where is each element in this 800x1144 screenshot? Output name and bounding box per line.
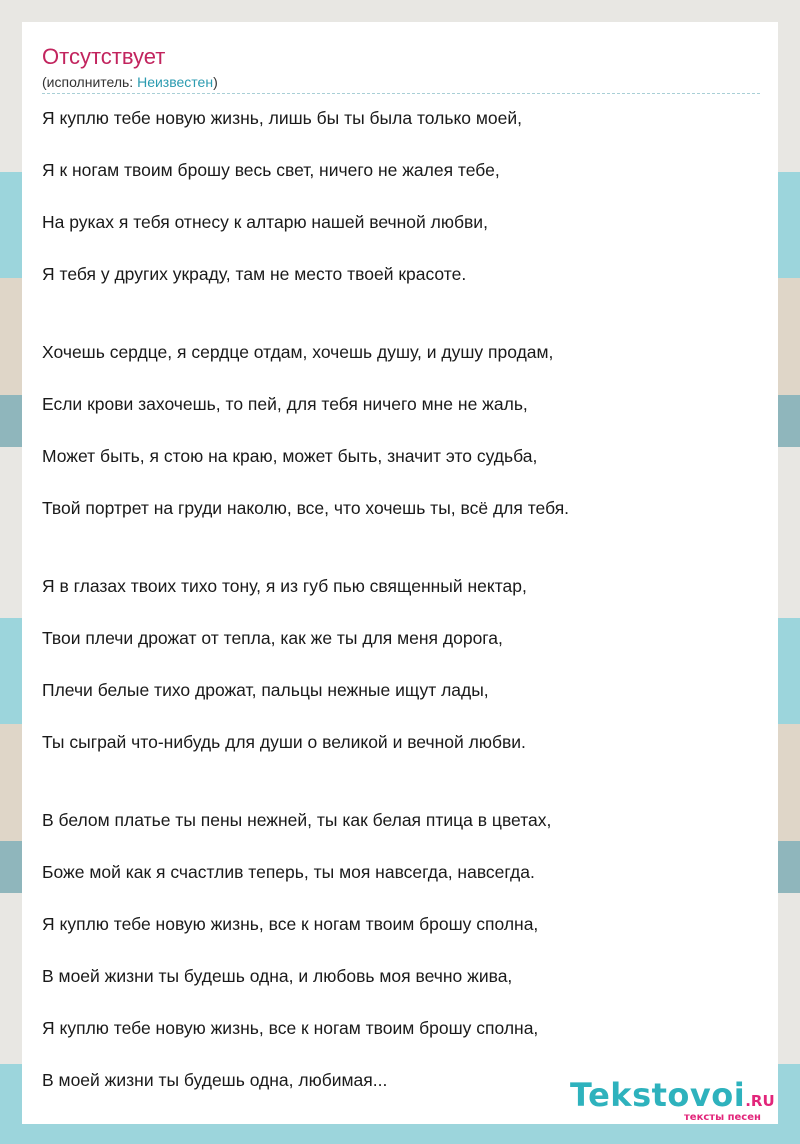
divider bbox=[42, 93, 760, 94]
lyric-line: Я в глазах твоих тихо тону, я из губ пью священный нектар, bbox=[42, 576, 527, 596]
site-logo[interactable] bbox=[570, 1076, 775, 1123]
lyric-line: Ты сыграй что-нибудь для души о великой и вечной любви. bbox=[42, 732, 526, 752]
lyric-line: Если крови захочешь, то пей, для тебя ничего мне не жаль, bbox=[42, 394, 528, 414]
artist-suffix: ) bbox=[213, 74, 218, 90]
lyric-line: Твои плечи дрожат от тепла, как же ты для меня дорога, bbox=[42, 628, 503, 648]
logo-name: Tekstovoi bbox=[570, 1076, 746, 1114]
song-title: Отсутствует bbox=[42, 44, 166, 69]
lyric-line: Я к ногам твоим брошу весь свет, ничего не жалея тебе, bbox=[42, 160, 500, 180]
lyric-line: Я тебя у других украду, там не место твоей красоте. bbox=[42, 264, 467, 284]
logo-tld: .RU bbox=[745, 1092, 775, 1110]
lyric-line: Я куплю тебе новую жизнь, все к ногам твоим брошу сполна, bbox=[42, 1018, 539, 1038]
lyric-line: Хочешь сердце, я сердце отдам, хочешь душу, и душу продам, bbox=[42, 342, 554, 362]
lyric-line: Я куплю тебе новую жизнь, все к ногам твоим брошу сполна, bbox=[42, 914, 539, 934]
lyric-line: В моей жизни ты будешь одна, и любовь моя вечно жива, bbox=[42, 966, 513, 986]
lyric-line: Плечи белые тихо дрожат, пальцы нежные ищут лады, bbox=[42, 680, 489, 700]
lyric-line: Боже мой как я счастлив теперь, ты моя навсегда, навсегда. bbox=[42, 862, 535, 882]
lyric-line: На руках я тебя отнесу к алтарю нашей вечной любви, bbox=[42, 212, 488, 232]
lyric-line: Я куплю тебе новую жизнь, лишь бы ты была только моей, bbox=[42, 108, 523, 128]
artist-link[interactable]: Неизвестен bbox=[137, 74, 214, 90]
lyric-line: В белом платье ты пены нежней, ты как белая птица в цветах, bbox=[42, 810, 552, 830]
logo-tagline: тексты песен bbox=[684, 1112, 761, 1123]
lyric-line: Может быть, я стою на краю, может быть, значит это судьба, bbox=[42, 446, 538, 466]
artist-line bbox=[42, 74, 218, 90]
lyric-line: Твой портрет на груди наколю, все, что хочешь ты, всё для тебя. bbox=[42, 498, 570, 518]
artist-prefix: (исполнитель: bbox=[42, 74, 138, 90]
lyrics-card bbox=[22, 22, 778, 1124]
lyric-line: В моей жизни ты будешь одна, любимая... bbox=[42, 1070, 388, 1090]
